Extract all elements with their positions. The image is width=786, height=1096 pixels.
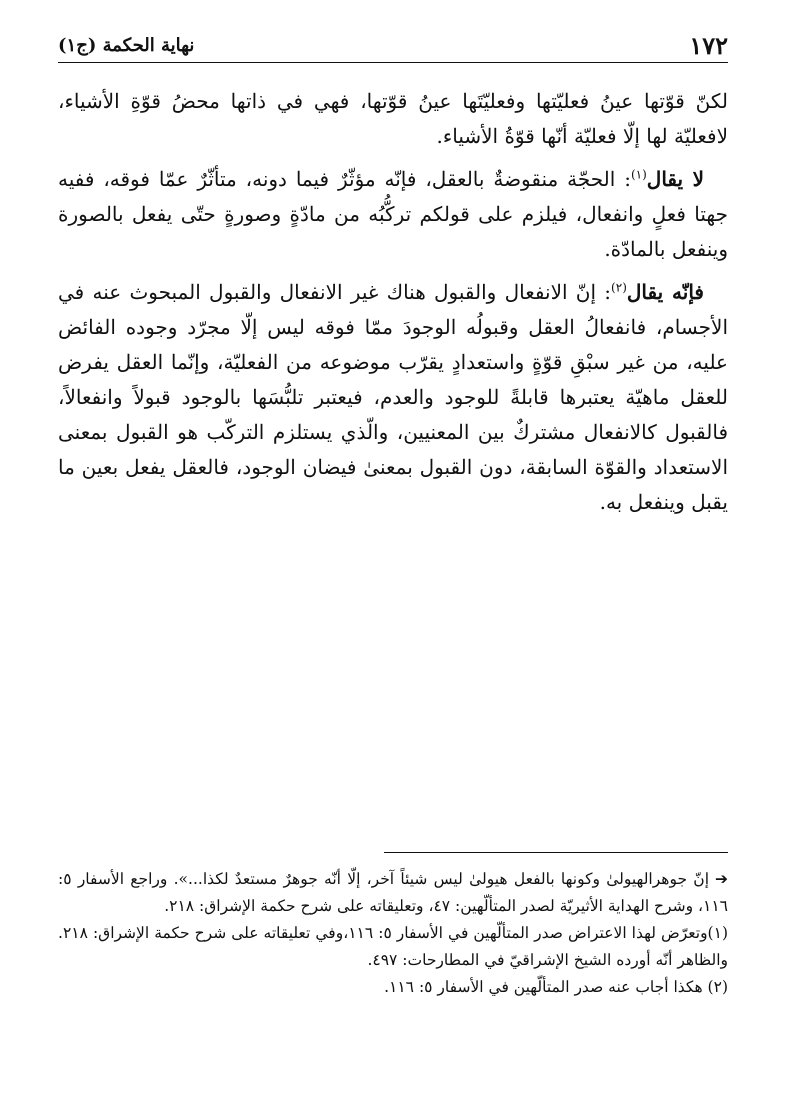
page-header	[58, 28, 728, 63]
paragraph-2-text: : الحجّة منقوضةٌ بالعقل، فإنّه مؤثّرٌ فيما دونه، متأثّرٌ عمّا فوقه، ففيه جهتا فعلٍ وانفعال، فيلزم على قولكم تركُّبُه من مادّةٍ وصورةٍ حتّى يفعل بالصورة وينفعل بالمادّة.	[58, 167, 728, 261]
footnote-2: (٢) هكذا أجاب عنه صدر المتألّهين في الأسفار ٥: ١١٦.	[384, 978, 728, 996]
paragraph-3	[58, 275, 728, 520]
footnote-1: (١)وتعرّض لهذا الاعتراض صدر المتألّهين في الأسفار ٥: ١١٦،وفي تعليقاته على شرح حكمة الإشراق: ٢١٨. والظاهر أنّه أورده الشيخ الإشراقيّ في المطارحات: ٤٩٧.	[58, 924, 728, 969]
paragraph-3-lead: فإنّه يقال	[626, 280, 704, 304]
footnote-continued	[58, 866, 728, 920]
footnote-continued-text: إنّ جوهرالهيولىٰ وكونها بالفعل هيولىٰ ليس شيئاً آخر، إلّا أنّه جوهرٌ مستعدٌ لكذا...». وراجع الأسفار ٥: ١١٦، وشرح الهداية الأثيريّة لصدر المتألّهين: ٤٧، وتعليقاته على شرح حكمة الإشراق: ٢١٨.	[58, 870, 728, 915]
running-title: نهاية الحكمة (ج١)	[58, 34, 195, 56]
main-text	[58, 84, 728, 528]
continuation-arrow-icon: ➔	[715, 870, 728, 888]
footnote-separator	[384, 852, 728, 853]
paragraph-2-lead: لا يقال	[646, 167, 704, 191]
footnote-ref-1: (١)	[630, 167, 647, 182]
paragraph-2	[58, 162, 728, 267]
footnote-ref-2: (٢)	[611, 280, 627, 295]
paragraph-3-text: : إنّ الانفعال والقبول هناك غير الانفعال والقبول المبحوث عنه في الأجسام، فانفعالُ العقل وقبولُه الوجودَ ممّا فوقه ليس إلّا مجرّد وجوده الفائض عليه، من غير سبْقِ قوّةٍ واستعدادٍ يقرّب موضوعه من الفعليّة، وإنّما العقل يفرض للعقل ماهيّة يعتبرها قابلةً للوجود والعدم، فيعتبر تلبُّسَها بالوجود قبولاً وانفعالاً، فالقبول كالانفعال مشتركٌ بين المعنيين، والّذي يستلزم التركّب هو القبول بمعنى الاستعداد والقوّة السابقة، دون القبول بمعنىٰ فيضان الوجود، فالعقل يفعل بعين ما يقبل وينفعل به.	[58, 280, 728, 514]
paragraph-1: لكنّ قوّتها عينُ فعليّتها وفعليّتَها عينُ قوّتها، فهي في ذاتها محضُ قوّةِ الأشياء، لافعليّة لها إلّا فعليّة أنّها قوّةُ الأشياء.	[58, 89, 728, 148]
page-number: ١٧٢	[689, 30, 728, 60]
footnotes	[58, 866, 728, 1001]
